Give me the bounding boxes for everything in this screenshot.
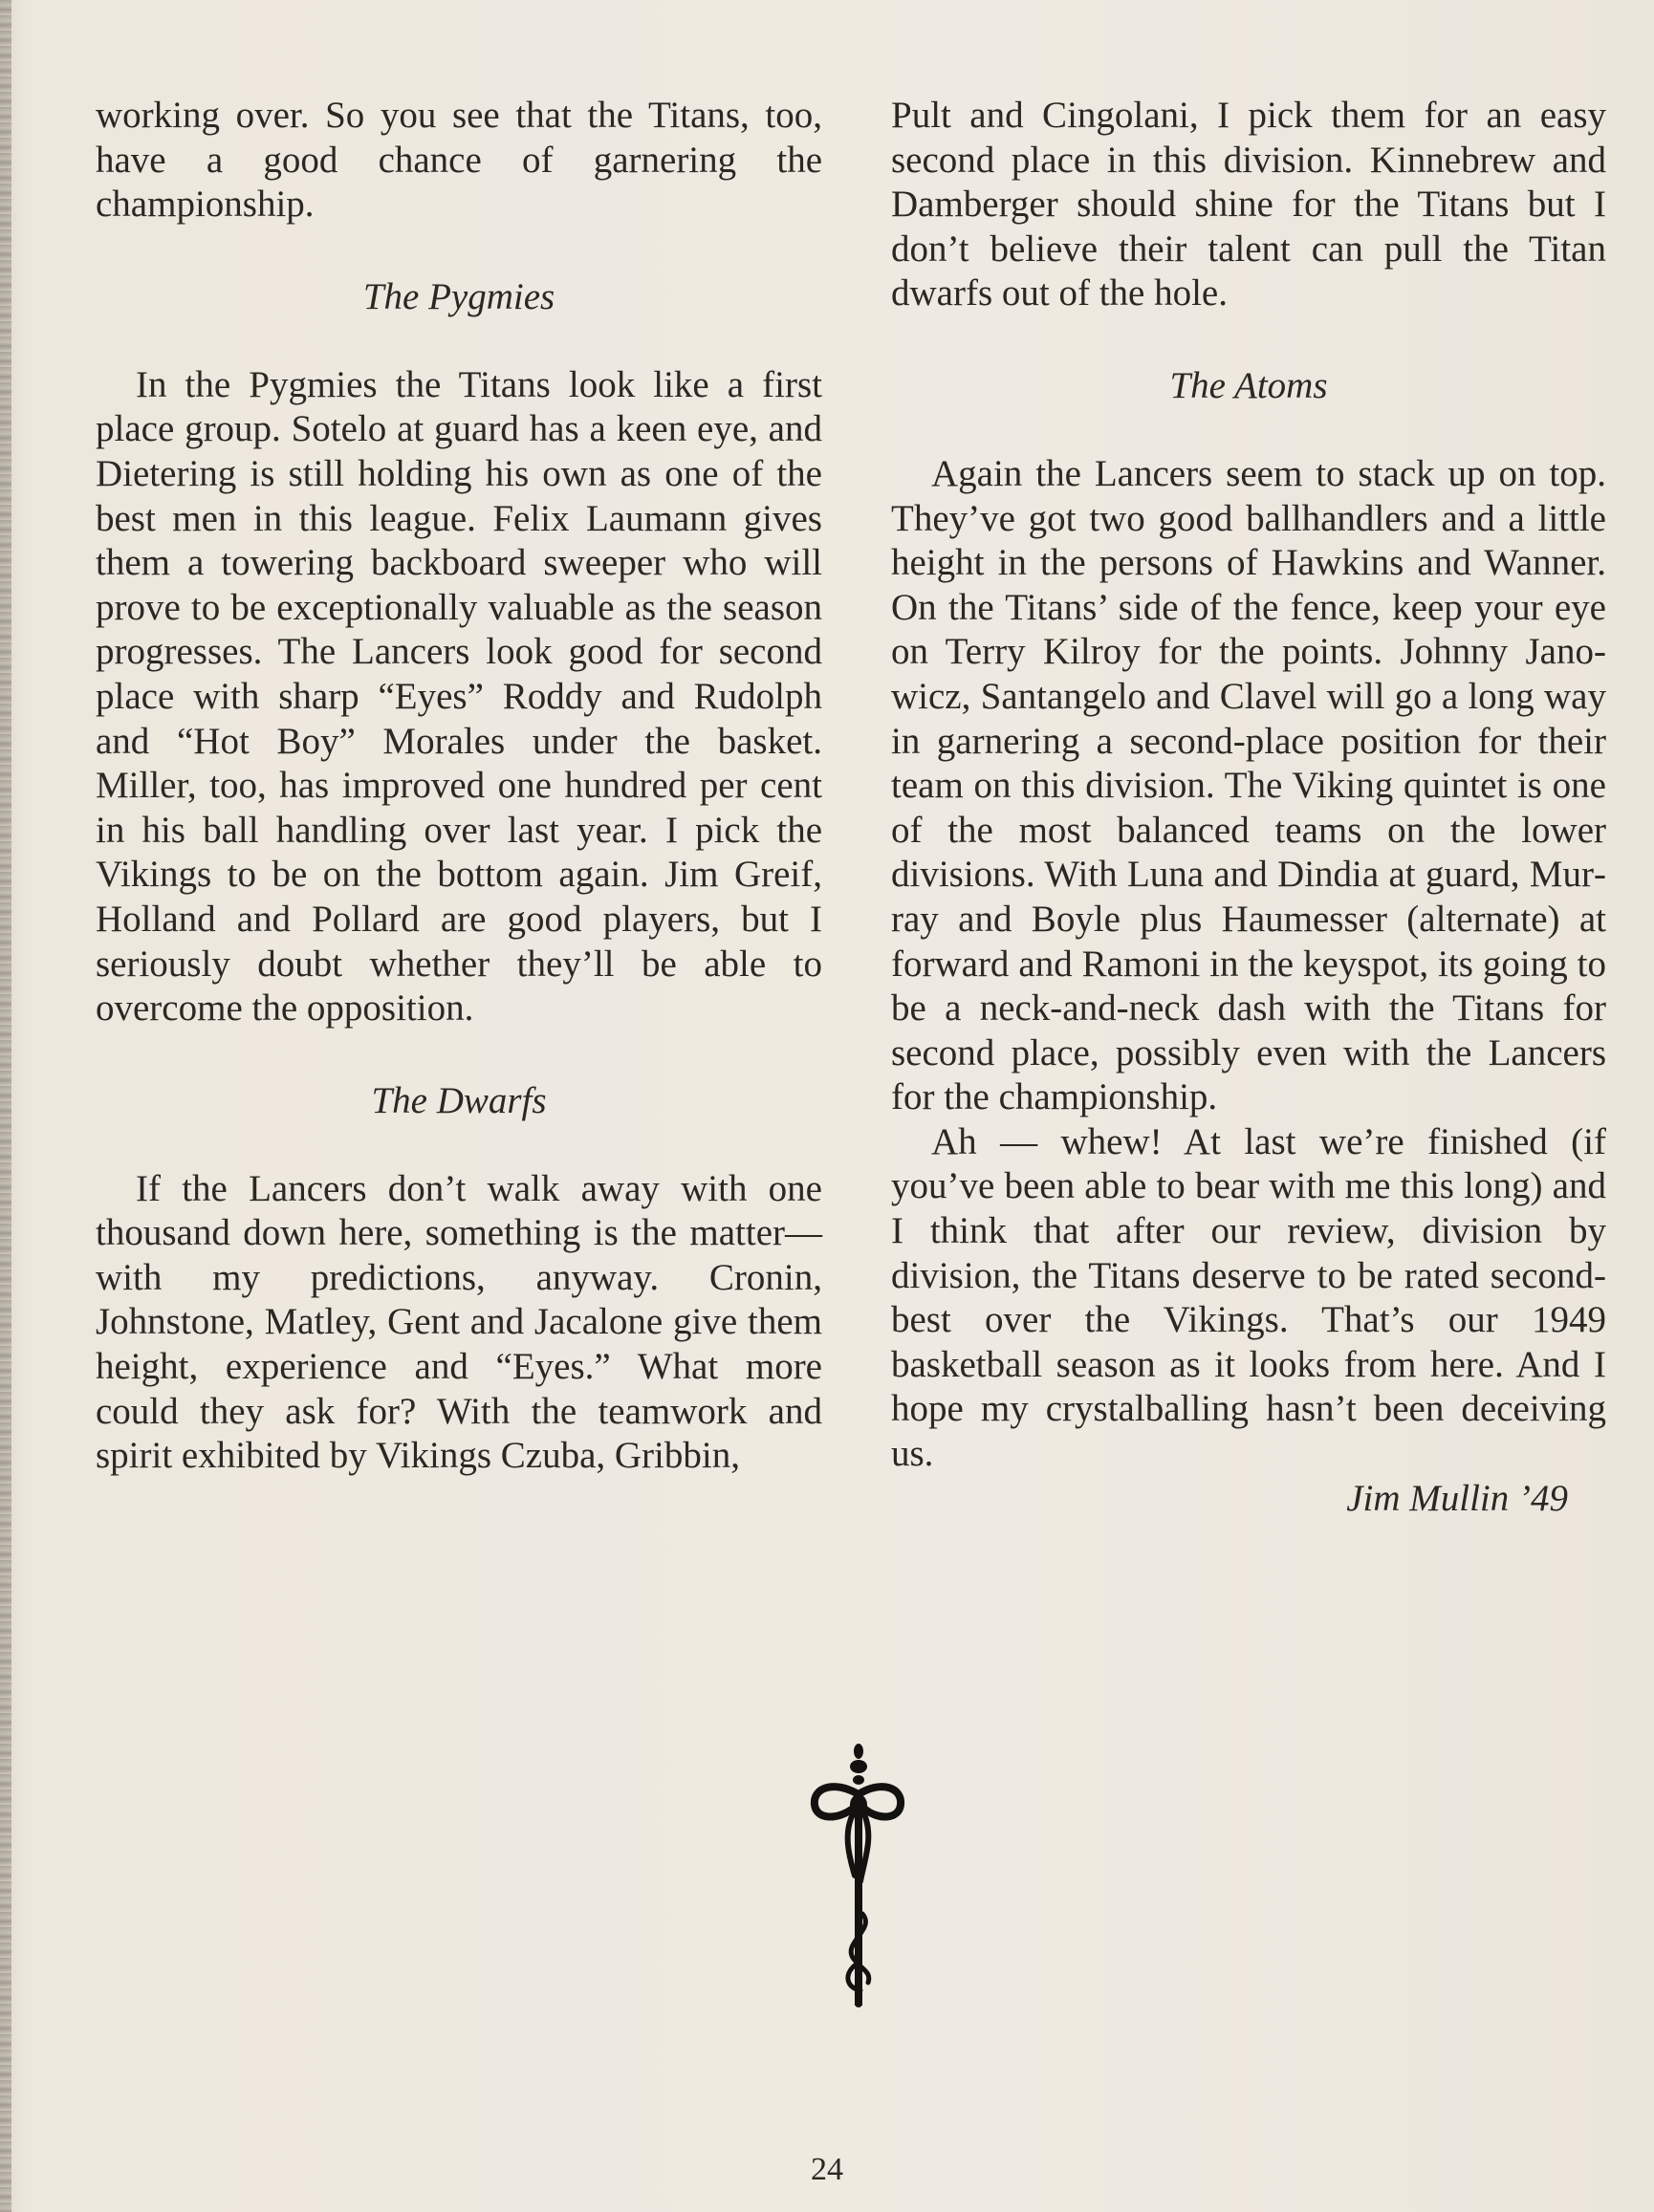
pygmies-paragraph: In the Pygmies the Titans look like a first place group. Sotelo at guard has a keen eye, and Dietering is still holding his own as one of the best men in this league. Felix Laumann gives them a towering backboard sweeper who will prove to be exceptionally valuable as the season progresses. The Lancers look good for second place with sharp “Eyes” Roddy and Rudolph and “Hot Boy” Morales under the basket. Miller, too, has improved one hundred per cent in his ball handling over last year. I pick the Vikings to be on the bottom again. Jim Greif, Holland and Pollard are good players, but I seriously doubt whether they’ll be able to overcome the opposition. — [96, 363, 822, 1030]
dwarfs-paragraph: If the Lancers don’t walk away with one thousand down here, something is the matter—with my predictions, anyway. Cronin, Johnstone, Matley, Gent and Jacalone give them height, experience and “Eyes.” What more could they ask for? With the teamwork and spirit exhibited by Vikings Czuba, Gribbin, — [96, 1167, 822, 1477]
intro-paragraph: working over. So you see that the Titans, too, have a good chance of garnering the championship. — [96, 95, 822, 226]
dwarfs-heading: The Dwarfs — [371, 1079, 547, 1121]
page-binding-edge — [0, 0, 11, 2212]
left-column — [96, 94, 822, 1479]
pygmies-heading: The Pygmies — [362, 275, 555, 317]
atoms-paragraph: Again the Lancers seem to stack up on top. They’ve got two good ballhandlers and a little height in the persons of Hawkins and Wanner. On the Titans’ side of the fence, keep your eye on Terry Kilroy for the points. Johnny Janowicz, Santangelo and Clavel will go a long way in garnering a second-place position for their team on this division. The Viking quintet is one of the most balanced teams on the lower divisions. With Luna and Dindia at guard, Murray and Boyle plus Haumesser (alternate) at forward and Ramoni in the keyspot, its going to be a neck-and-neck dash with the Titans for second place, possibly even with the Lancers for the championship. — [891, 452, 1606, 1118]
author-class-year: ’49 — [1509, 1477, 1568, 1519]
author-name: Jim Mullin — [1346, 1477, 1510, 1519]
dwarfs-continued-paragraph: Pult and Cingolani, I pick them for an easy second place in this division. Kinnebrew and Damberger should shine for the Titans but I don’t believe their talent can pull the Titan dwarfs out of the hole. — [891, 95, 1606, 314]
caduceus-ornament-icon — [805, 1742, 910, 2009]
right-column — [891, 94, 1606, 1521]
author-signature — [891, 1477, 1606, 1522]
atoms-heading: The Atoms — [1169, 364, 1328, 406]
closing-paragraph: Ah — whew! At last we’re finished (if you’ve been able to bear with me this long) and I think that after our review, division by division, the Titans deserve to be rated second-best over the Vikings. That’s our 1949 basketball season as it looks from here. And I hope my crystalballing hasn’t been deceiving us. — [891, 1120, 1606, 1475]
page-number: 24 — [811, 2152, 843, 2187]
